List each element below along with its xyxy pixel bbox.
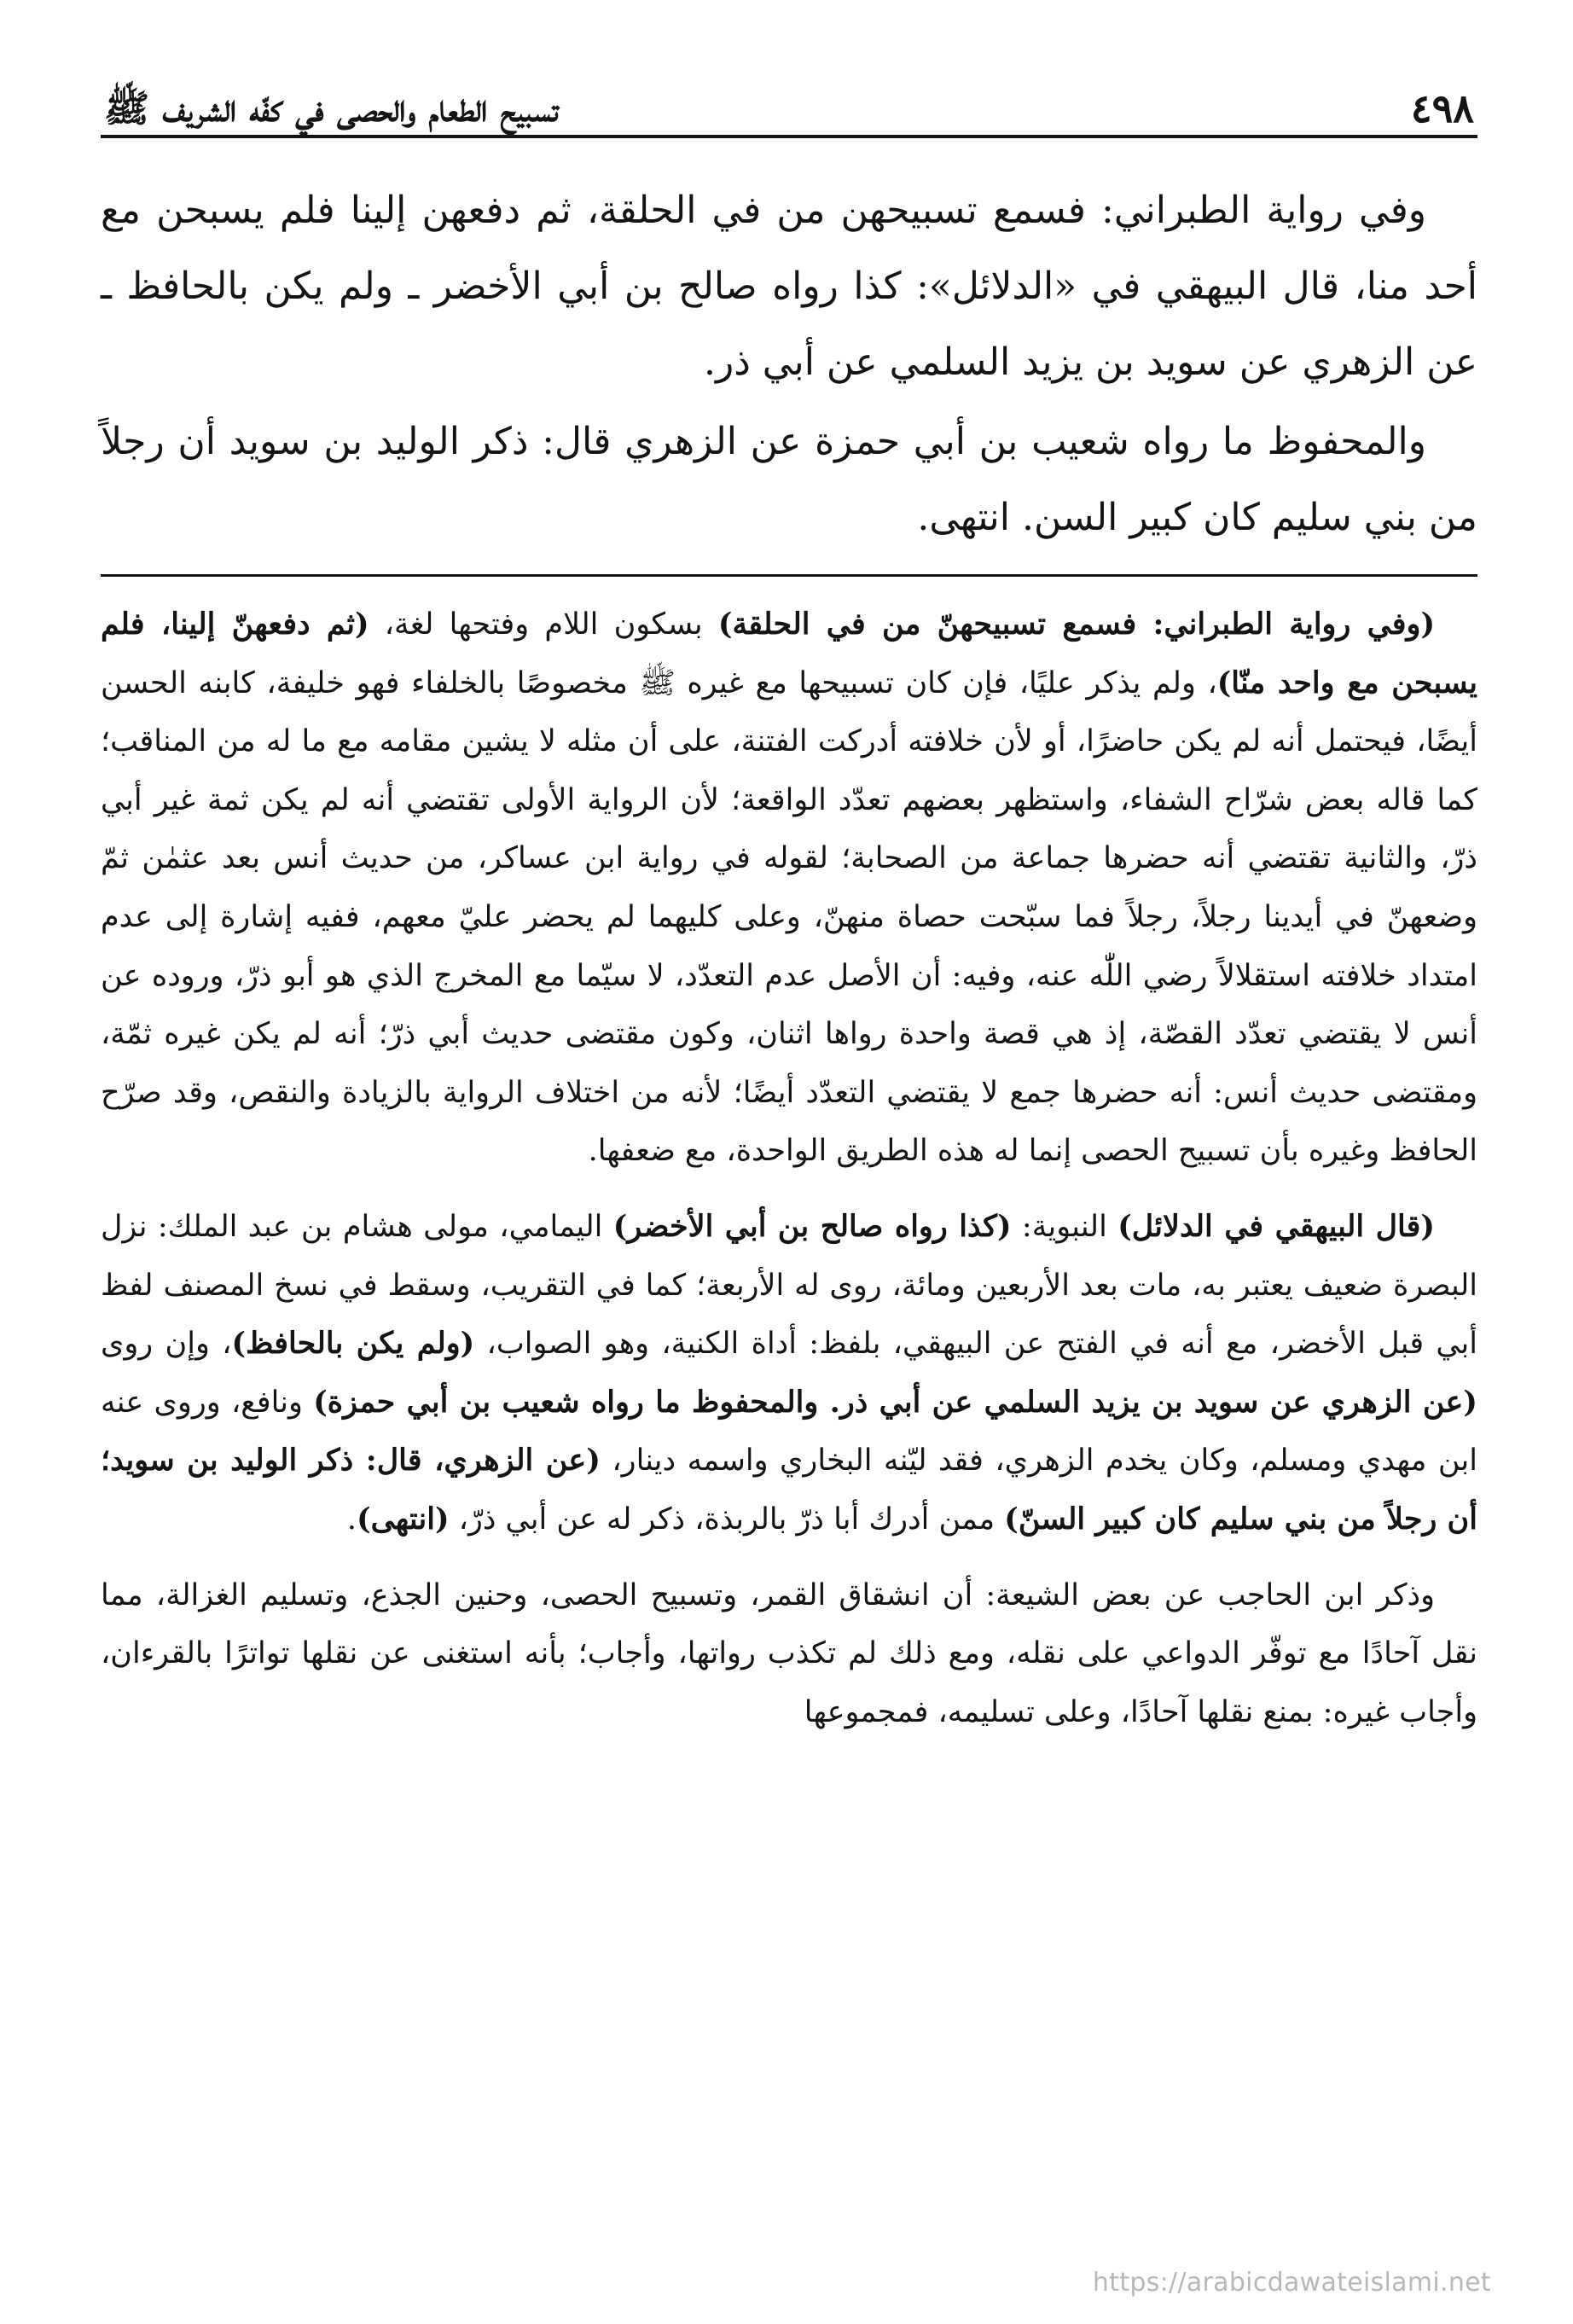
- commentary-text: وذكر ابن الحاجب عن بعض الشيعة: أن انشقاق القمر، وتسبيح الحصى، وحنين الجذع، وتسليم الغزالة، مما نقل آحادًا مع توفّر الدواعي على نقله، ومع ذلك لم تكذب رواتها، وأجاب؛ بأنه استغنى عن نقلها تواترًا بالقرءان، وأجاب غيره: بمنع نقلها آحادًا، وعلى تسليمه، فمجموعها: [101, 1577, 1477, 1729]
- quoted-text: (ولم يكن بالحافظ): [231, 1326, 475, 1362]
- commentary-text: بسكون اللام وفتحها لغة،: [369, 607, 718, 642]
- running-title: تسبيح الطعام والحصى في كفّه الشريف ﷺ: [104, 87, 559, 131]
- commentary-text: .: [346, 1502, 357, 1537]
- commentary-paragraph: [101, 1198, 1477, 1549]
- watermark-url: https://arabicdawateislami.net: [1092, 2268, 1491, 2298]
- quoted-text: (ثم دفعهنّ إلينا، فلم يسبحن مع واحد منّا): [101, 607, 1477, 700]
- quoted-text: (قال البيهقي في الدلائل): [1117, 1208, 1435, 1244]
- main-text-paragraph: والمحفوظ ما رواه شعيب بن أبي حمزة عن الزهري قال: ذكر الوليد بن سويد أن رجلاً من بني سليم كان كبير السن. انتهى.: [101, 420, 1477, 539]
- running-header: [101, 60, 1477, 138]
- commentary-text: ، وإن روى: [101, 1327, 232, 1362]
- commentary-text: النبوية:: [1011, 1209, 1118, 1244]
- quoted-text: (كذا رواه صالح بن أبي الأخضر): [612, 1208, 1012, 1244]
- commentary-paragraph: [101, 596, 1477, 1181]
- commentary-text: ونافع، وروى عنه ابن مهدي ومسلم، وكان يخدم الزهري، فقد ليّنه البخاري واسمه دينار،: [101, 1385, 1477, 1479]
- quoted-text: (وفي رواية الطبراني: فسمع تسبيحهنّ من في الحلقة): [717, 607, 1436, 642]
- page-number: ٤٩٨: [1410, 85, 1474, 131]
- commentary: [101, 596, 1477, 1741]
- commentary-text: ، ولم يذكر عليًا، فإن كان تسبيحها مع غيره ﷺ مخصوصًا بالخلفاء فهو خليفة، كابنه الحسن أيضًا، فيحتمل أنه لم يكن حاضرًا، أو لأن خلافته أدركت الفتنة، على أن مثله لا يشين مقامه مع ما له من المناقب؛ كما قاله بعض شرّاح الشفاء، واستظهر بعضهم تعدّد الواقعة؛ لأن الرواية الأولى تقتضي أنه لم يكن ثمة غير أبي ذرّ، والثانية تقتضي أنه حضرها جماعة من الصحابة؛ لقوله في رواية ابن عساكر، من حديث أنس بعد عثمٰن ثمّ وضعهنّ في أيدينا رجلاً، رجلاً فما سبّحت حصاة منهنّ، وعلى كليهما لم يحضر عليّ معهم، ففيه إشارة إلى عدم امتداد خلافته استقلالاً رضي اللّٰه عنه، وفيه: أن الأصل عدم التعدّد، لا سيّما مع المخرج الذي هو أبو ذرّ، وروده عن أنس لا يقتضي تعدّد القصّة، إذ هي قصة واحدة رواها اثنان، وكون مقتضى حديث أبي ذرّ؛ أنه لم يكن غيره ثمّة، ومقتضى حديث أنس: أنه حضرها جمع لا يقتضي التعدّد أيضًا؛ لأنه من اختلاف الرواية بالزيادة والنقص، وقد صرّح الحافظ وغيره بأن تسبيح الحصى إنما له هذه الطريق الواحدة، مع ضعفها.: [101, 665, 1478, 1169]
- commentary-paragraph: [101, 1566, 1477, 1742]
- book-page: [101, 60, 1477, 1741]
- commentary-text: اليمامي، مولى هشام بن عبد الملك: نزل البصرة ضعيف يعتبر به، مات بعد الأربعين ومائة، روى له الأربعة؛ كما في التقريب، وسقط في نسخ المصنف لفظ أبي قبل الأخضر، مع أنه في الفتح عن البيهقي، بلفظ: أداة الكنية، وهو الصواب،: [101, 1209, 1478, 1362]
- quoted-text: (عن الزهري، قال: ذكر الوليد بن سويد؛ أن رجلاً من بني سليم كان كبير السنّ): [101, 1443, 1477, 1537]
- footnote-divider: [101, 574, 1477, 577]
- main-text-paragraph: وفي رواية الطبراني: فسمع تسبيحهن من في الحلقة، ثم دفعهن إلينا فلم يسبحن مع أحد منا، قال البيهقي في «الدلائل»: كذا رواه صالح بن أبي الأخضر ـ ولم يكن بالحافظ ـ عن الزهري عن سويد بن يزيد السلمي عن أبي ذر.: [101, 189, 1477, 384]
- quoted-text: (انتهى): [357, 1501, 450, 1537]
- main-text: [101, 172, 1477, 555]
- quoted-text: (عن الزهري عن سويد بن يزيد السلمي عن أبي ذر. والمحفوظ ما رواه شعيب بن أبي حمزة): [313, 1384, 1477, 1420]
- commentary-text: ممن أدرك أبا ذرّ بالربذة، ذكر له عن أبي ذرّ،: [449, 1502, 1005, 1537]
